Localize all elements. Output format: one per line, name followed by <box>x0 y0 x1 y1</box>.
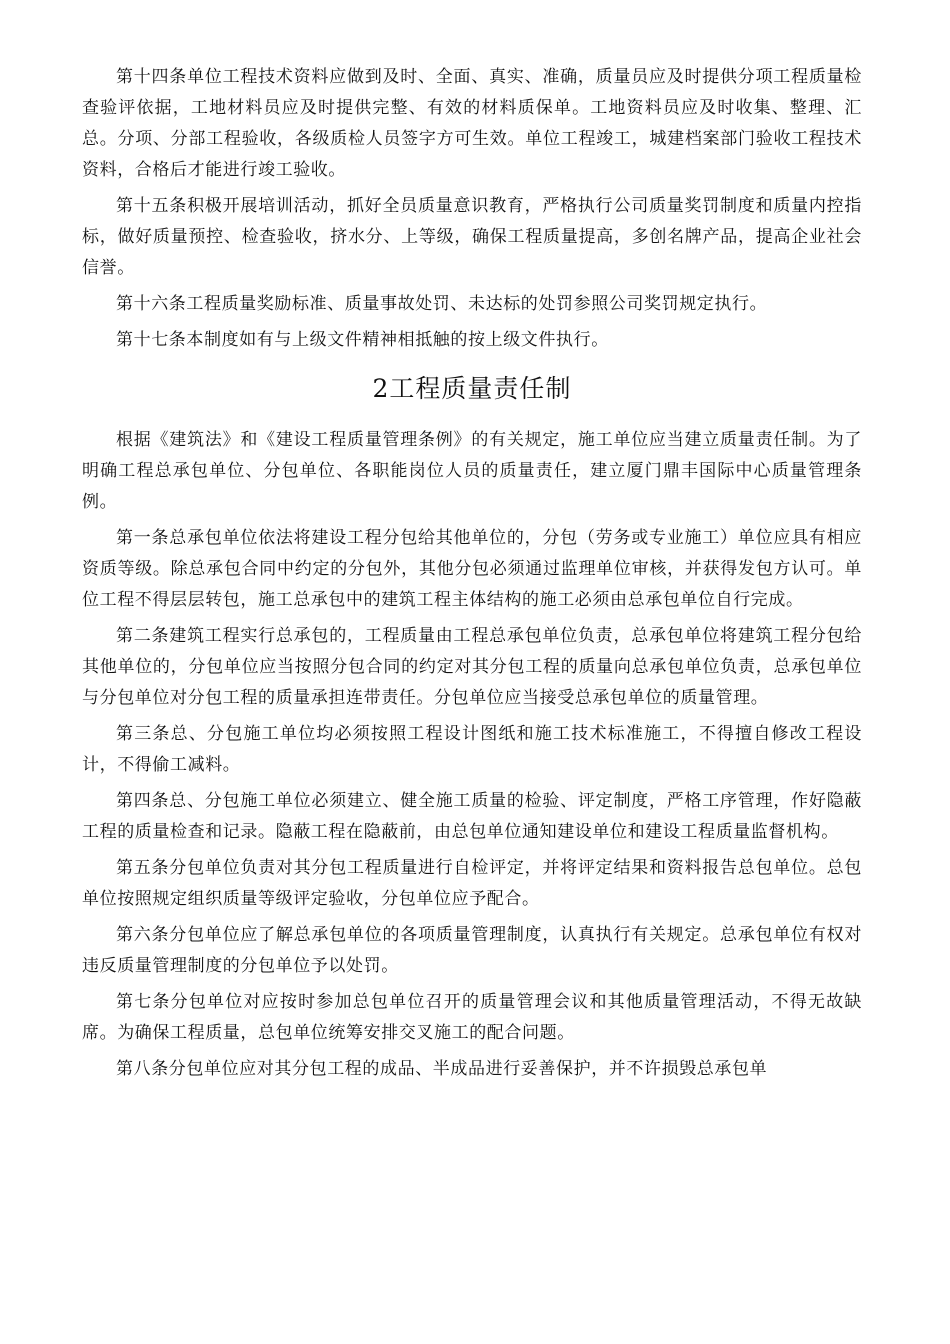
article-7-paragraph: 第七条分包单位对应按时参加总包单位召开的质量管理会议和其他质量管理活动，不得无故缺席。为确保工程质量，总包单位统筹安排交叉施工的配合问题。 <box>82 992 862 1043</box>
article-14-paragraph: 第十四条单位工程技术资料应做到及时、全面、真实、准确，质量员应及时提供分项工程质量检查验评依据，工地材料员应及时提供完整、有效的材料质保单。工地资料员应及时收集、整理、汇总。分项、分部工程验收，各级质检人员签字方可生效。单位工程竣工，城建档案部门验收工程技术资料，合格后才能进行竣工验收。 <box>82 67 862 180</box>
article-8-paragraph: 第八条分包单位应对其分包工程的成品、半成品进行妥善保护，并不许损毁总承包单 <box>116 1059 768 1079</box>
article-3-paragraph: 第三条总、分包施工单位均必须按照工程设计图纸和施工技术标准施工，不得擅自修改工程设计，不得偷工减料。 <box>82 724 862 775</box>
article-2-paragraph: 第二条建筑工程实行总承包的，工程质量由工程总承包单位负责，总承包单位将建筑工程分包给其他单位的，分包单位应当按照分包合同的约定对其分包工程的质量向总承包单位负责，总承包单位与分包单位对分包工程的质量承担连带责任。分包单位应当接受总承包单位的质量管理。 <box>82 626 862 708</box>
document-page <box>82 62 862 1090</box>
article-4-paragraph: 第四条总、分包施工单位必须建立、健全施工质量的检验、评定制度，严格工序管理，作好隐蔽工程的质量检查和记录。隐蔽工程在隐蔽前，由总包单位通知建设单位和建设工程质量监督机构。 <box>82 791 862 842</box>
intro-paragraph: 根据《建筑法》和《建设工程质量管理条例》的有关规定，施工单位应当建立质量责任制。为了明确工程总承包单位、分包单位、各职能岗位人员的质量责任，建立厦门鼎丰国际中心质量管理条例。 <box>82 430 862 512</box>
article-6-paragraph: 第六条分包单位应了解总承包单位的各项质量管理制度，认真执行有关规定。总承包单位有权对违反质量管理制度的分包单位予以处罚。 <box>82 925 862 976</box>
article-17-paragraph: 第十七条本制度如有与上级文件精神相抵触的按上级文件执行。 <box>116 330 609 350</box>
article-16-paragraph: 第十六条工程质量奖励标准、质量事故处罚、未达标的处罚参照公司奖罚规定执行。 <box>116 294 768 314</box>
article-15-paragraph: 第十五条积极开展培训活动，抓好全员质量意识教育，严格执行公司质量奖罚制度和质量内控指标，做好质量预控、检查验收，挤水分、上等级，确保工程质量提高，多创名牌产品，提高企业社会信誉。 <box>82 196 862 278</box>
article-1-paragraph: 第一条总承包单位依法将建设工程分包给其他单位的，分包（劳务或专业施工）单位应具有相应资质等级。除总承包合同中约定的分包外，其他分包必须通过监理单位审核，并获得发包方认可。单位工程不得层层转包，施工总承包中的建筑工程主体结构的施工必须由总承包单位自行完成。 <box>82 528 862 610</box>
article-5-paragraph: 第五条分包单位负责对其分包工程质量进行自检评定，并将评定结果和资料报告总包单位。总包单位按照规定组织质量等级评定验收，分包单位应予配合。 <box>82 858 862 909</box>
section-heading: 2工程质量责任制 <box>372 374 572 403</box>
